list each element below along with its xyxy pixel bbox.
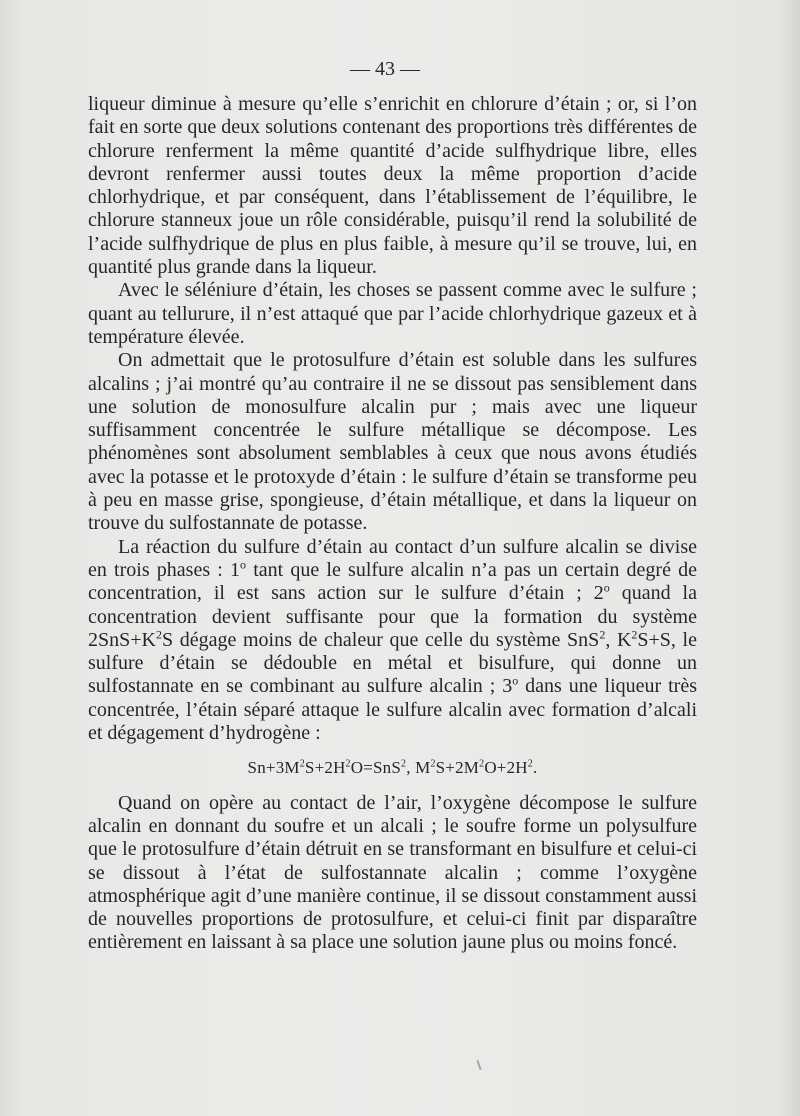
ordinal-mark: o [603, 580, 610, 595]
equation-term: S+2H [304, 758, 346, 778]
equation-term: S+2M [435, 758, 480, 778]
paragraph-1: liqueur diminue à mesure qu’elle s’enrichit en chlorure d’étain ; or, si l’on fait en sorte que deux solutions contenant des proportions très différentes de chlorure renferment la même quantité d’acide sulfhydrique libre, elles devront renfermer aussi toutes deux la même proportion d’acide chlorhydrique, et par conséquent, dans l’établissement de l’équilibre, le chlorure stanneux joue un rôle considérable, puisqu’il rend la solubilité de l’acide sulfhydrique de plus en plus faible, à mesure qu’il se trouve, lui, en quantité plus grande dans la liqueur. [88, 93, 697, 279]
body-text [88, 93, 697, 955]
equation-superscript: 2 [430, 758, 436, 770]
formula-superscript: 2 [155, 627, 162, 642]
equation-superscript: 2 [299, 758, 305, 770]
paragraph-4 [88, 536, 697, 746]
equation-superscript: 2 [479, 758, 485, 770]
paragraph-2: Avec le séléniure d’étain, les choses se passent comme avec le sulfure ; quant au tellurure, il n’est attaqué que par l’acide chlorhydrique gazeux et à température élevée. [88, 279, 697, 348]
equation-superscript: 2 [345, 758, 351, 770]
ordinal-mark: o [240, 557, 247, 572]
paragraph-4-part: S dégage moins de chaleur que celle du système SnS [161, 628, 600, 651]
equation-superscript: 2 [527, 758, 533, 770]
paragraph-5: Quand on opère au contact de l’air, l’oxygène décompose le sulfure alcalin en donnant du soufre et un alcali ; le soufre forme un polysulfure que le protosulfure d’étain détruit en se transformant en bisulfure et celui-ci se dissout à l’état de sulfostannate alcalin ; comme l’oxygène atmosphérique agit d’une manière continue, il se dissout constamment aussi de nouvelles proportions de protosulfure, et celui-ci finit par disparaître entièrement en laissant à sa place une solution jaune plus ou moins foncé. [88, 791, 697, 954]
paragraph-3: On admettait que le protosulfure d’étain est soluble dans les sulfures alcalins ; j’ai montré qu’au contraire il ne se dissout pas sensiblement dans une solution de monosulfure alcalin pur ; mais avec une liqueur suffisamment concentrée le sulfure métallique se décompose. Les phénomènes sont absolument semblables à ceux que nous avons étudiés avec la potasse et le protoxyde d’étain : le sulfure d’étain se transforme peu à peu en masse grise, spongieuse, d’étain métallique, et dans la liqueur on trouve du sulfostannate de potasse. [88, 349, 697, 535]
equation-term: . [532, 758, 538, 778]
formula-superscript: 2 [599, 627, 606, 642]
ordinal-mark: o [512, 673, 519, 688]
paper-speck [476, 1060, 481, 1070]
paragraph-4-part: quand la concentration devient suffisante pour que la formation du système 2SnS+K [88, 582, 697, 651]
page-number: — 43 — [350, 58, 420, 80]
paragraph-4-part: S+S, le sulfure d’étain se dédouble en métal et bisulfure, qui donne un sulfostannate en se combinant au sulfure alcalin ; 3 [88, 628, 697, 698]
equation-term: O=SnS [350, 758, 402, 778]
paragraph-4-intro: La réaction du sulfure d’étain au contact d’un sulfure alcalin se divise en trois phases : 1 [88, 535, 697, 581]
chemical-equation [88, 756, 697, 779]
paragraph-4-part: dans une liqueur très concentrée, l’étain séparé attaque le sulfure alcalin avec formation d’alcali et dégagement d’hydrogène : [88, 675, 697, 745]
equation-term: O+2H [484, 758, 528, 778]
formula-superscript: 2 [631, 627, 638, 642]
paragraph-4-part: tant que le sulfure alcalin n’a pas un certain degré de concentration, il est sans action sur le sulfure d’étain ; 2 [88, 558, 698, 605]
paragraph-4-part: , K [605, 628, 632, 651]
equation-superscript: 2 [401, 758, 407, 770]
equation-term: , M [406, 758, 431, 778]
equation-term: Sn+3M [247, 758, 300, 778]
